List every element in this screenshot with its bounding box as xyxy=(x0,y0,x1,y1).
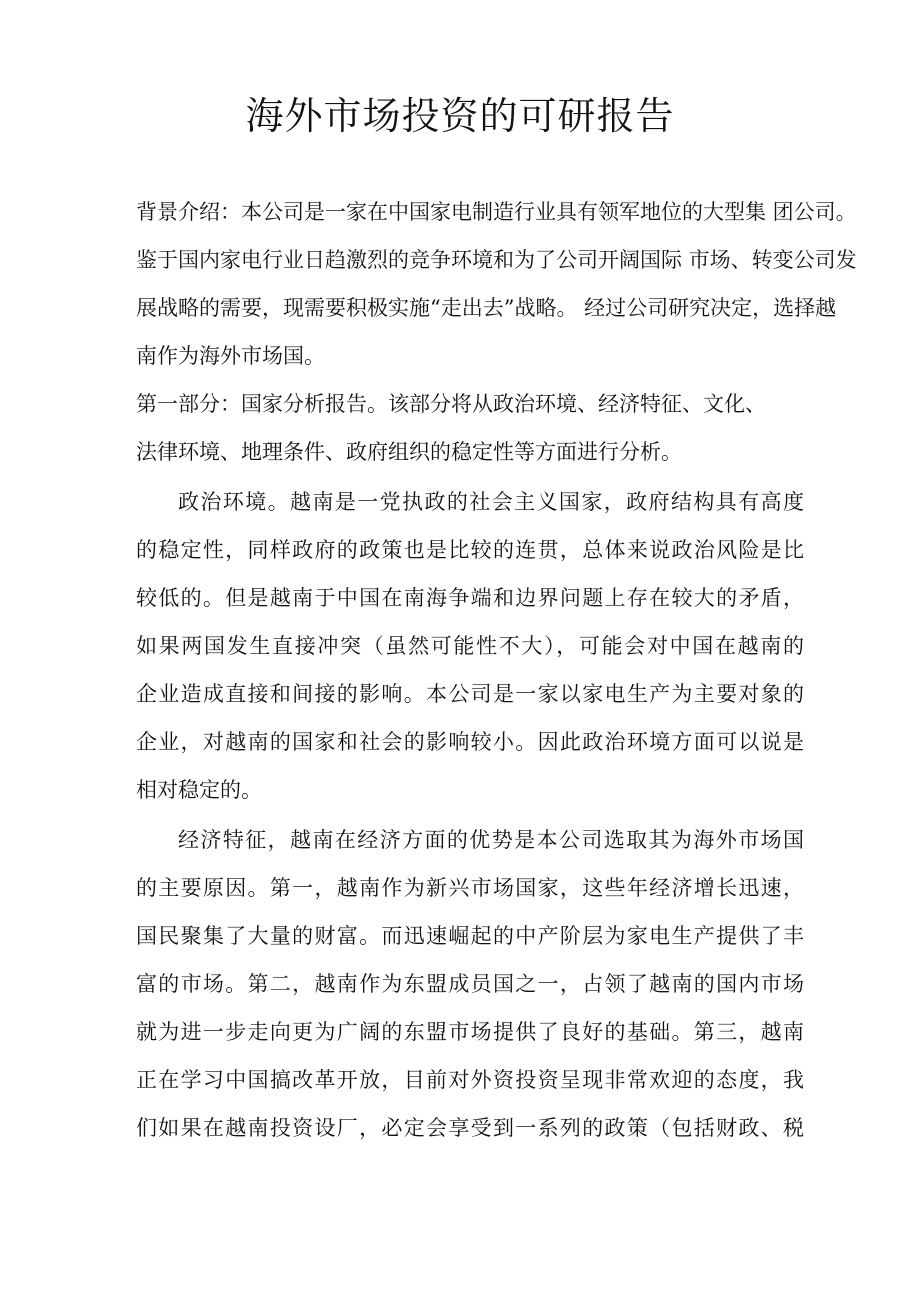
text-line: 正在学习中国搞改革开放，目前对外资投资呈现非常欢迎的态度，我 xyxy=(136,1068,804,1092)
text-line: 们如果在越南投资设厂，必定会享受到一系列的政策（包括财政、税 xyxy=(136,1116,804,1140)
text-line: 展战略的需要，现需要积极实施“走出去”战略。 经过公司研究决定，选择越 xyxy=(136,296,837,320)
text-line: 经济特征，越南在经济方面的优势是本公司选取其为海外市场国 xyxy=(178,828,804,852)
text-line: 企业造成直接和间接的影响。本公司是一家以家电生产为主要对象的 xyxy=(136,682,804,706)
text-line: 富的市场。第二，越南作为东盟成员国之一，占领了越南的国内市场 xyxy=(136,972,804,996)
text-line: 法律环境、地理条件、政府组织的稳定性等方面进行分析。 xyxy=(136,440,682,464)
text-line: 企业，对越南的国家和社会的影响较小。因此政治环境方面可以说是 xyxy=(136,730,804,754)
text-line: 南作为海外市场国。 xyxy=(136,344,325,368)
text-line: 就为进一步走向更为广阔的东盟市场提供了良好的基础。第三，越南 xyxy=(136,1020,804,1044)
text-line: 较低的。但是越南于中国在南海争端和边界问题上存在较大的矛盾， xyxy=(136,586,804,610)
text-line: 的稳定性，同样政府的政策也是比较的连贯，总体来说政治风险是比 xyxy=(136,538,804,562)
text-line: 相对稳定的。 xyxy=(136,778,262,802)
text-line: 国民聚集了大量的财富。而迅速崛起的中产阶层为家电生产提供了丰 xyxy=(136,924,804,948)
text-line: 第一部分：国家分析报告。该部分将从政治环境、经济特征、文化、 xyxy=(136,392,766,416)
text-line: 的主要原因。第一，越南作为新兴市场国家，这些年经济增长迅速， xyxy=(136,876,804,900)
text-line: 背景介绍：本公司是一家在中国家电制造行业具有领军地位的大型集 团公司。 xyxy=(136,200,857,224)
text-line: 鉴于国内家电行业日趋激烈的竞争环境和为了公司开阔国际 市场、转变公司发 xyxy=(136,248,857,272)
document-title: 海外市场投资的可研报告 xyxy=(245,94,675,138)
text-line: 如果两国发生直接冲突（虽然可能性不大），可能会对中国在越南的 xyxy=(136,634,804,658)
text-line: 政治环境。越南是一党执政的社会主义国家，政府结构具有高度 xyxy=(178,490,804,514)
